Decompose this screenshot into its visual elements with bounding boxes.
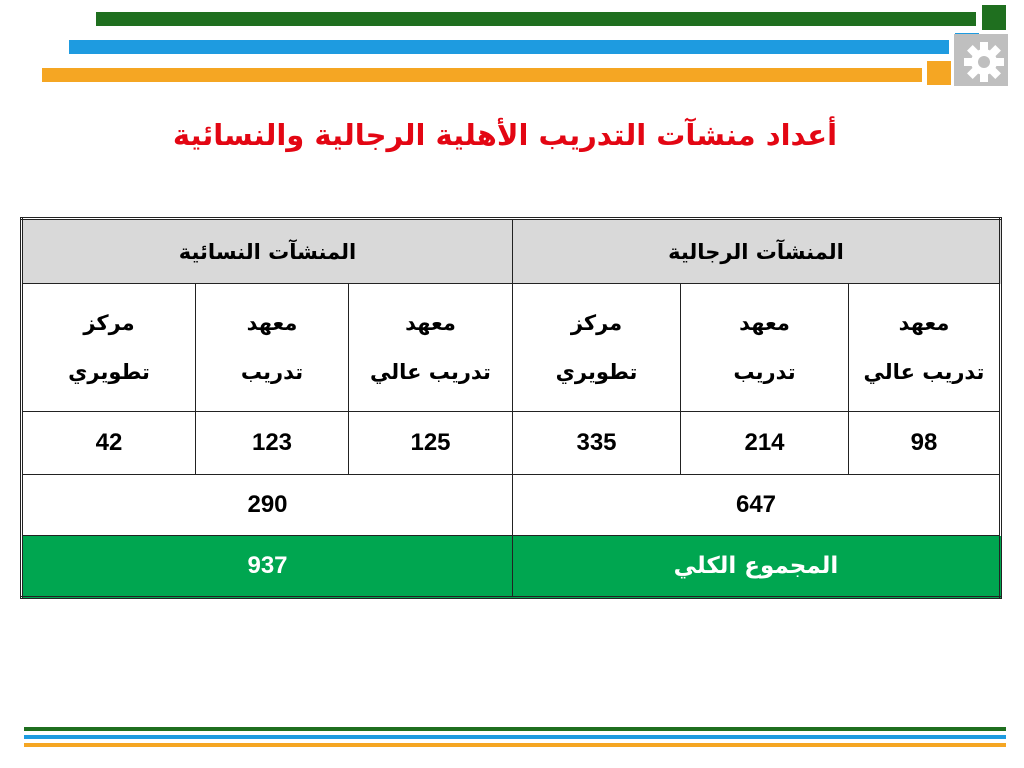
- footer-bar-green: [24, 727, 1006, 731]
- page-title: أعداد منشآت التدريب الأهلية الرجالية والنسائية: [172, 118, 838, 152]
- total-women: 290: [22, 475, 513, 536]
- column-header-men-higher-institute: معهد تدريب عالي: [849, 284, 1001, 412]
- header-square-green: [982, 5, 1006, 30]
- total-men: 647: [513, 475, 1001, 536]
- column-header-row: [22, 284, 1001, 412]
- grand-total-row: [22, 536, 1001, 598]
- totals-row: [22, 475, 1001, 536]
- value-men-higher-institute: 98: [849, 412, 1001, 475]
- value-women-institute: 123: [196, 412, 349, 475]
- column-header-men-institute: معهد تدريب: [681, 284, 849, 412]
- column-header-men-center: مركز تطويري: [513, 284, 681, 412]
- column-header-women-institute: معهد تدريب: [196, 284, 349, 412]
- values-row: [22, 412, 1001, 475]
- value-men-center: 335: [513, 412, 681, 475]
- grand-total-value: 937: [22, 536, 513, 598]
- header-bar-orange: [42, 68, 922, 82]
- group-women-header: المنشآت النسائية: [22, 219, 513, 284]
- footer-bar-orange: [24, 743, 1006, 747]
- header-bar-green: [96, 12, 976, 26]
- value-women-center: 42: [22, 412, 196, 475]
- group-men-header: المنشآت الرجالية: [513, 219, 1001, 284]
- column-header-women-higher-institute: معهد تدريب عالي: [349, 284, 513, 412]
- column-header-women-center: مركز تطويري: [22, 284, 196, 412]
- gear-icon: [954, 34, 1008, 86]
- grand-total-label: المجموع الكلي: [513, 536, 1001, 598]
- footer-bar-blue: [24, 735, 1006, 739]
- value-women-higher-institute: 125: [349, 412, 513, 475]
- header-square-orange: [927, 61, 951, 85]
- group-header-row: [22, 219, 1001, 284]
- value-men-institute: 214: [681, 412, 849, 475]
- header-bar-blue: [69, 40, 949, 54]
- facilities-table: [20, 217, 1002, 599]
